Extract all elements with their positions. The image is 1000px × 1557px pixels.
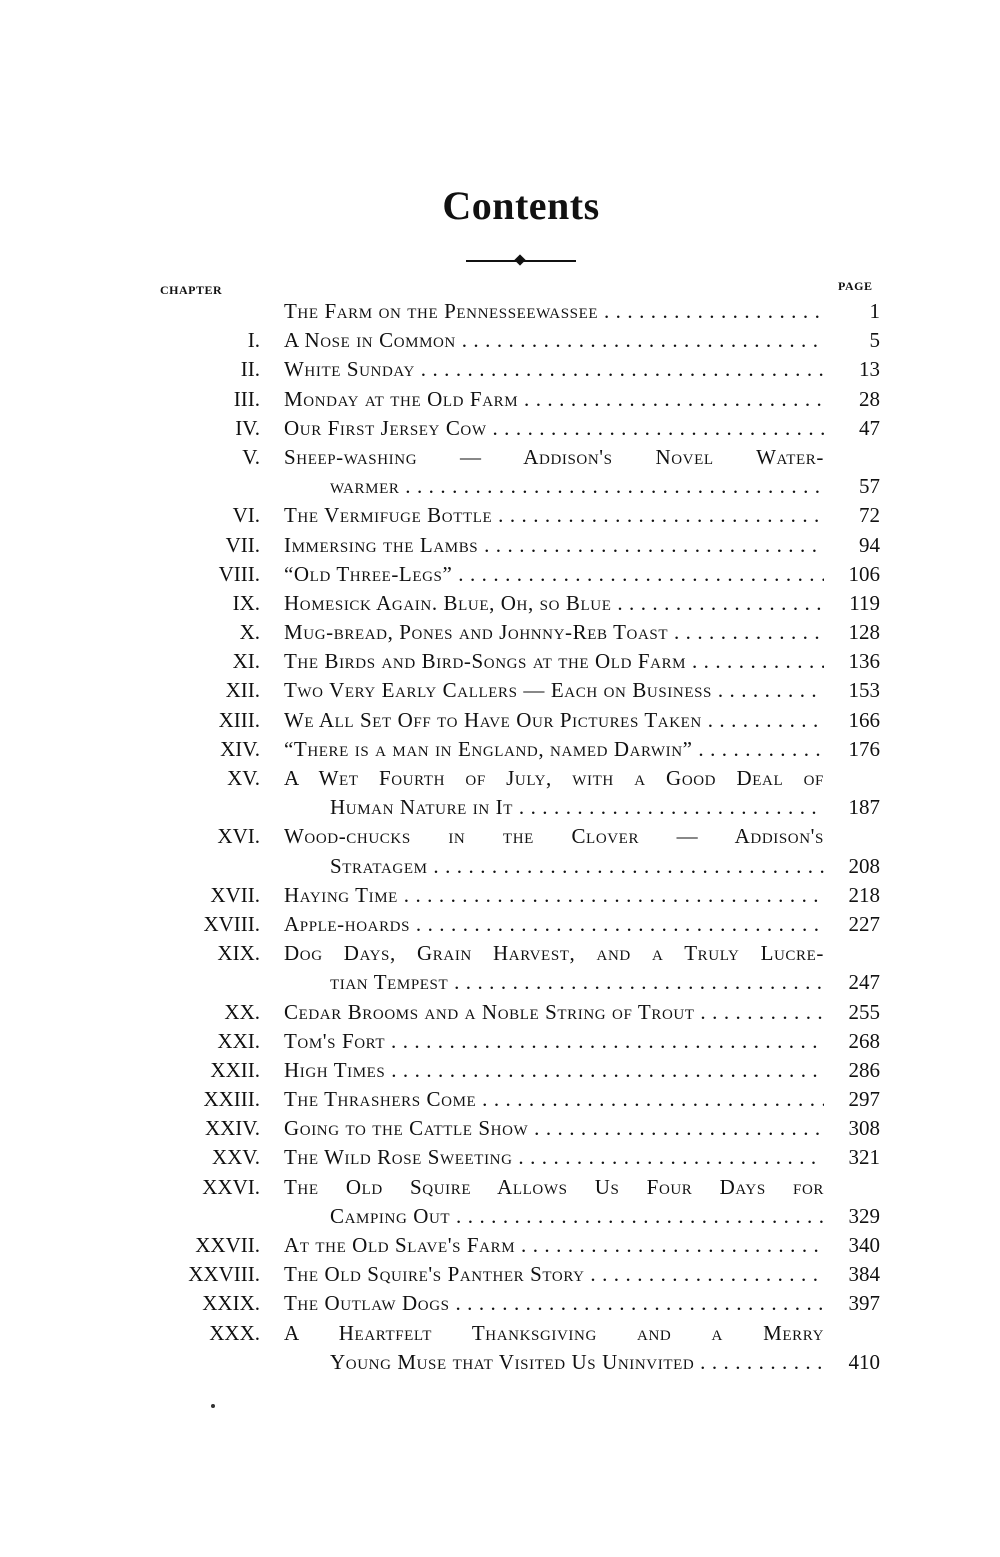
chapter-number: XX. [224,999,260,1024]
diamond-icon [514,254,525,265]
toc-entry [0,1172,1000,1201]
chapter-number: XXIV. [204,1116,260,1141]
toc-entry [0,1113,1000,1142]
page-number: 1 [869,299,880,323]
chapter-number: I. [247,328,260,353]
toc-entry-continuation [0,1201,1000,1230]
page-number: 321 [848,1145,880,1170]
page-column-header: PAGE [838,279,873,293]
chapter-title: The Old Squire's Panther Story . . . [284,1262,824,1287]
chapter-title: Haying Time . . . [284,883,824,908]
chapter-title: White Sunday . . . [284,357,824,382]
chapter-title: The Vermifuge Bottle . . . [284,503,824,528]
toc-entry [0,1259,1000,1288]
toc-entry [0,1026,1000,1055]
chapter-title-continuation: Camping Out . . . [330,1204,824,1229]
chapter-number: IX. [232,590,260,615]
toc-entry [0,384,1000,413]
page-number: 176 [848,736,880,761]
page-number: 166 [848,707,880,732]
page-number: 227 [848,911,880,936]
page-number: 268 [848,1028,880,1053]
toc-entry [0,617,1000,646]
toc-entry [0,442,1000,471]
page-number: 13 [859,357,880,382]
chapter-number: XII. [225,678,260,703]
chapter-number: XXIX. [202,1291,260,1316]
toc-entry [0,909,1000,938]
chapter-number: XXVII. [195,1233,260,1257]
page-number: 329 [848,1203,880,1228]
page-number: 106 [848,561,880,586]
toc-entry [0,646,1000,675]
toc-entry [0,734,1000,763]
chapter-number: XVII. [210,882,260,907]
chapter-title: Monday at the Old Farm . . . [284,387,824,412]
chapter-number: XIV. [220,736,260,761]
page-number: 128 [848,620,880,645]
page-number: 397 [848,1291,880,1316]
chapter-title: The Birds and Bird-Songs at the Old Farm . . . [284,649,824,674]
chapter-number: XXII. [210,1057,260,1082]
page-number: 218 [848,882,880,907]
chapter-number: V. [242,444,260,469]
table-of-contents [0,296,1000,1376]
chapter-title: Two Very Early Callers — Each on Business . . . [284,678,824,703]
page-number: 384 [848,1262,880,1287]
chapter-number: III. [233,386,260,411]
chapter-title: Apple-hoards . . . [284,912,824,937]
chapter-title: The Farm on the Pennesseewassee . . . [284,299,824,324]
toc-entry [0,1288,1000,1317]
chapter-number: XXI. [217,1028,260,1053]
chapter-number: IV. [235,415,260,440]
chapter-number: XIX. [217,941,260,966]
chapter-number: XI. [232,649,260,674]
chapter-title: “There is a man in England, named Darwin” . . . [284,737,824,762]
chapter-number: X. [239,620,260,645]
toc-entry [0,354,1000,383]
toc-entry-continuation [0,471,1000,500]
page-number: 47 [859,415,880,440]
chapter-number: XXVIII. [188,1262,260,1287]
chapter-column-header: CHAPTER [160,283,223,297]
chapter-title: A Wet Fourth of July, with a Good Deal of [284,766,824,790]
chapter-title: A Nose in Common . . . [284,328,824,353]
ornament-divider [466,255,576,267]
chapter-title-continuation: Human Nature in It . . . [330,795,824,820]
toc-entry [0,500,1000,529]
toc-entry [0,530,1000,559]
chapter-title: At the Old Slave's Farm . . . [284,1233,824,1258]
page-title: Contents [442,183,600,228]
chapter-title: The Wild Rose Sweeting . . . [284,1145,824,1170]
page-number: 247 [848,970,880,995]
toc-entry [0,675,1000,704]
toc-entry [0,559,1000,588]
page-number: 286 [848,1057,880,1082]
page-number: 72 [859,503,880,528]
page-number: 94 [859,532,880,557]
chapter-title: The Old Squire Allows Us Four Days for [284,1174,824,1199]
chapter-number: XXIII. [203,1087,260,1112]
toc-entry [0,588,1000,617]
toc-entry-continuation [0,851,1000,880]
toc-entry [0,325,1000,354]
chapter-title: Homesick Again. Blue, Oh, so Blue . . . [284,591,824,616]
chapter-title: “Old Three-Legs” . . . [284,562,824,587]
toc-entry [0,880,1000,909]
toc-entry [0,1318,1000,1347]
chapter-title-continuation: Young Muse that Visited Us Uninvited . . . [330,1350,824,1375]
toc-entry-continuation [0,792,1000,821]
chapter-number: VI. [232,503,260,528]
chapter-number: XVIII. [203,911,260,936]
chapter-title-continuation: tian Tempest . . . [330,970,824,995]
chapter-number: XXX. [209,1320,260,1345]
toc-entry [0,821,1000,850]
chapter-title-continuation: Stratagem . . . [330,854,824,879]
toc-entry [0,1230,1000,1259]
chapter-number: VII. [225,532,260,557]
page-number: 153 [848,678,880,703]
chapter-title-continuation: warmer . . . [330,474,824,499]
toc-entry [0,296,1000,325]
chapter-number: XV. [227,766,260,790]
toc-entry [0,1142,1000,1171]
toc-entry [0,997,1000,1026]
page-number: 410 [848,1349,880,1374]
page-number: 119 [849,590,880,615]
chapter-title: Our First Jersey Cow . . . [284,416,824,441]
chapter-title: The Thrashers Come . . . [284,1087,824,1112]
stray-dot-mark [211,1404,215,1408]
chapter-title: The Outlaw Dogs . . . [284,1291,824,1316]
chapter-number: XXVI. [202,1174,260,1199]
chapter-title: Sheep-washing — Addison's Novel Water- [284,444,824,469]
page-number: 208 [848,853,880,878]
chapter-title: Immersing the Lambs . . . [284,533,824,558]
page-number: 340 [848,1233,880,1257]
page-number: 5 [869,328,880,353]
toc-entry [0,1084,1000,1113]
toc-entry-continuation [0,1347,1000,1376]
chapter-number: II. [240,357,260,382]
chapter-number: VIII. [218,561,260,586]
chapter-title: Going to the Cattle Show . . . [284,1116,824,1141]
toc-entry-continuation [0,967,1000,996]
toc-entry [0,1055,1000,1084]
chapter-number: XIII. [218,707,260,732]
page-number: 28 [859,386,880,411]
chapter-title: Tom's Fort . . . [284,1029,824,1054]
toc-entry [0,705,1000,734]
chapter-title: Dog Days, Grain Harvest, and a Truly Lucre- [284,941,824,966]
page-number: 255 [848,999,880,1024]
chapter-title: High Times . . . [284,1058,824,1083]
chapter-title: Cedar Brooms and a Noble String of Trout . . . [284,1000,824,1025]
page-number: 57 [859,474,880,499]
chapter-title: Wood-chucks in the Clover — Addison's [284,824,824,849]
toc-entry [0,413,1000,442]
page-number: 187 [848,795,880,820]
toc-entry [0,938,1000,967]
chapter-title: We All Set Off to Have Our Pictures Taken . . . [284,708,824,733]
page-number: 297 [848,1087,880,1112]
chapter-number: XVI. [217,824,260,849]
chapter-number: XXV. [211,1145,260,1170]
toc-entry [0,763,1000,792]
chapter-title: Mug-bread, Pones and Johnny-Reb Toast . . . [284,620,824,645]
chapter-title: A Heartfelt Thanksgiving and a Merry [284,1320,824,1345]
page-number: 308 [848,1116,880,1141]
page-number: 136 [848,649,880,674]
